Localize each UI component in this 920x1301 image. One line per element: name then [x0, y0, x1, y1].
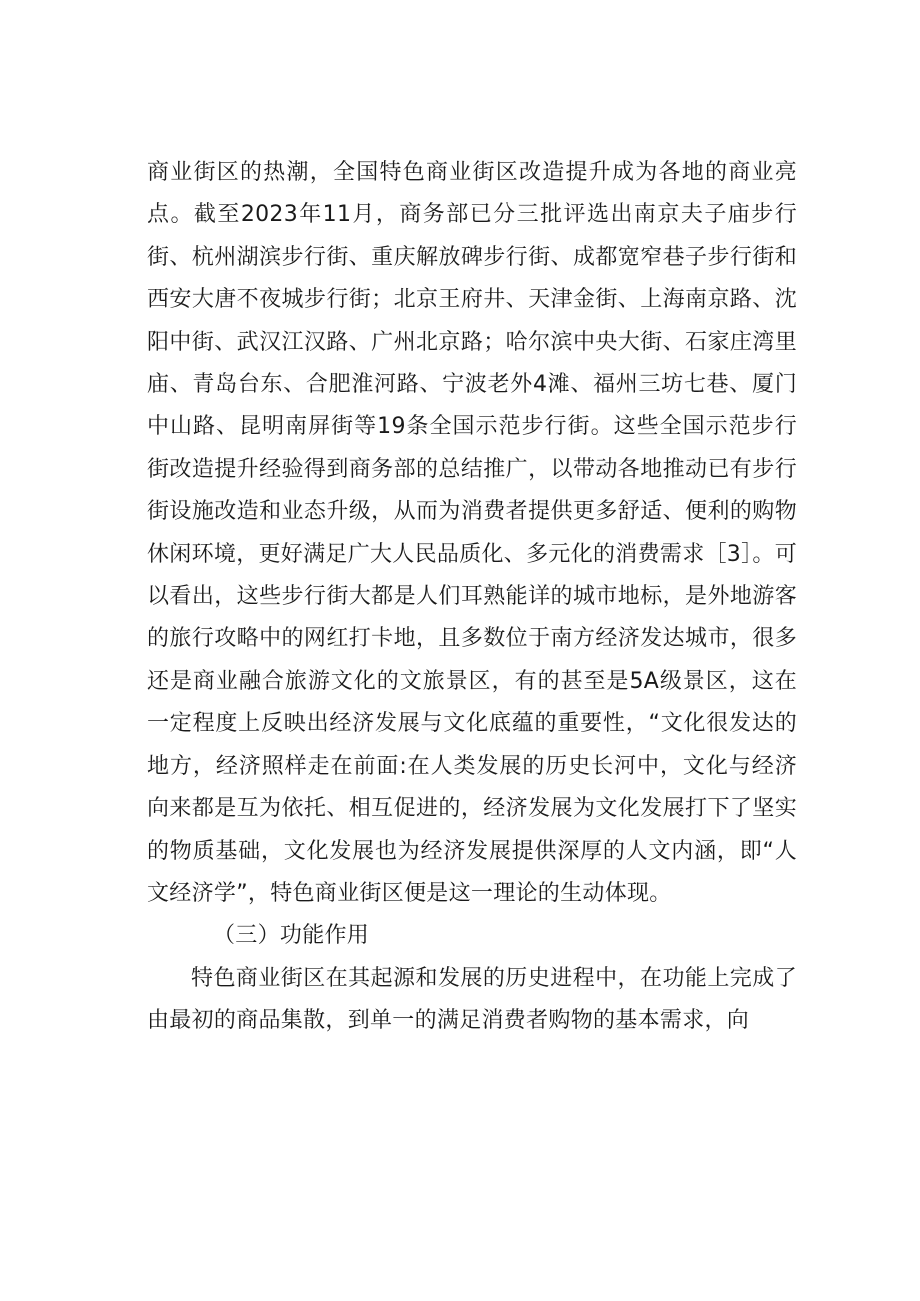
body-paragraph: 商业街区的热潮，全国特色商业街区改造提升成为各地的商业亮点。截至2023年11月，商务部已分三批评选出南京夫子庙步行街、杭州湖滨步行街、重庆解放碑步行街、成都宽窄巷子步行街和西安大唐不夜城步行街；北京王府井、天津金街、上海南京路、沈阳中街、武汉江汉路、广州北京路；哈尔滨中央大街、石家庄湾里庙、青岛台东、合肥淮河路、宁波老外4滩、福州三坊七巷、厦门中山路、昆明南屏街等19条全国示范步行街。这些全国示范步行街改造提升经验得到商务部的总结推广，以带动各地推动已有步行街设施改造和业态升级，从而为消费者提供更多舒适、便利的购物休闲环境，更好满足广大人民品质化、多元化的消费需求［3］。可以看出，这些步行街大都是人们耳熟能详的城市地标，是外地游客的旅行攻略中的网红打卡地，且多数位于南方经济发达城市，很多还是商业融合旅游文化的文旅景区，有的甚至是5A级景区，这在一定程度上反映出经济发展与文化底蕴的重要性，“文化很发达的地方，经济照样走在前面:在人类发展的历史长河中，文化与经济向来都是互为依托、相互促进的，经济发展为文化发展打下了坚实的物质基础，文化发展也为经济发展提供深厚的人文内涵，即“人文经济学”，特色商业街区便是这一理论的生动体现。	[147, 160, 797, 906]
section-heading: （三）功能作用	[213, 923, 370, 949]
document-body	[147, 152, 797, 1043]
body-paragraph: 特色商业街区在其起源和发展的历史进程中，在功能上完成了由最初的商品集散，到单一的满足消费者购物的基本需求，向	[147, 965, 797, 1034]
